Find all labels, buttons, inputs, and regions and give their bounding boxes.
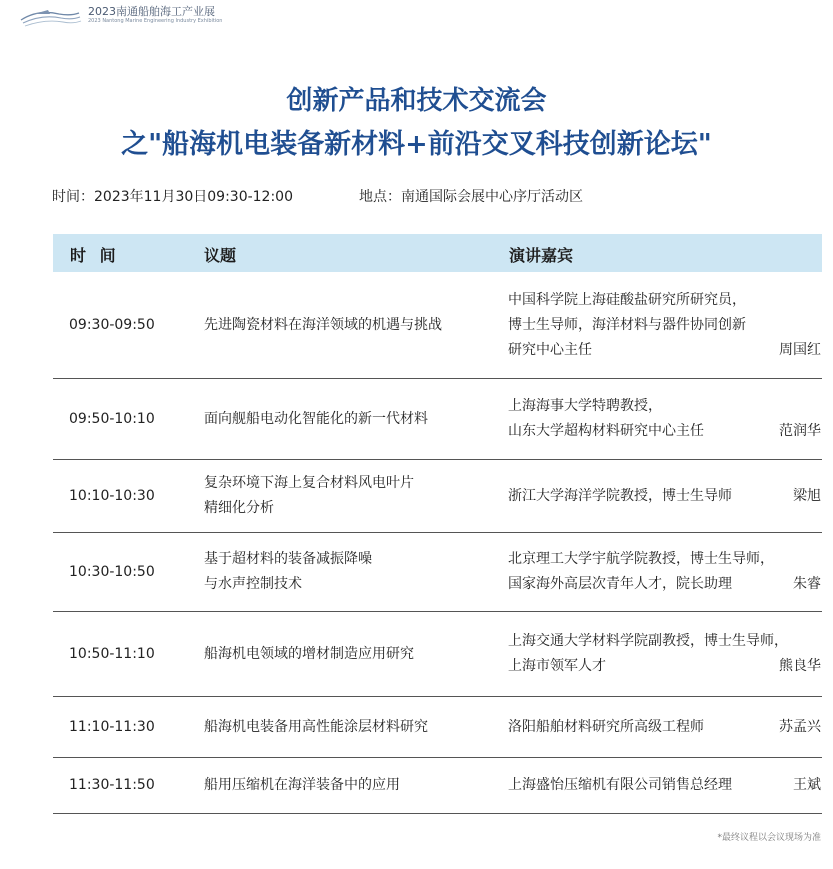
speaker-last-line: [508, 715, 821, 740]
speaker-last-line: [508, 572, 821, 597]
speaker-affiliation-line: 中国科学院上海硅酸盐研究所研究员，: [508, 291, 746, 308]
topic-line: 精细化分析: [204, 500, 274, 516]
speaker-affiliation-line: 国家海外高层次青年人才，院长助理: [508, 576, 732, 592]
topic-line: 基于超材料的装备减振降噪: [204, 551, 372, 567]
speaker-affiliation-line: 研究中心主任: [508, 341, 592, 358]
time-cell: [69, 758, 155, 813]
speaker-cell: [508, 612, 821, 696]
topic-cell: [204, 460, 494, 532]
table-row: [53, 697, 822, 758]
speaker-name: 朱睿: [793, 576, 821, 592]
footnote: *最终议程以会议现场为准: [717, 833, 821, 843]
speaker-name: 梁旭: [793, 487, 821, 504]
table-row: [53, 379, 822, 460]
speaker-last-line: [508, 654, 821, 679]
time-cell: [69, 379, 155, 459]
speaker-name: 范润华: [779, 423, 821, 439]
speaker-affiliation-line: 北京理工大学宇航学院教授，博士生导师，: [508, 551, 774, 567]
topic-line: 先进陶瓷材料在海洋领域的机遇与挑战: [204, 316, 442, 333]
speaker-affiliation-line: 上海盛怡压缩机有限公司销售总经理: [508, 777, 732, 793]
speaker-name: 王斌: [793, 777, 821, 793]
speaker-last-line: [508, 773, 821, 798]
topic-cell: [204, 379, 494, 459]
speaker-affiliation-line: 博士生导师，海洋材料与器件协同创新: [508, 316, 746, 333]
table-row: [53, 460, 822, 533]
time-text: 09:30-09:50: [69, 316, 155, 333]
speaker-cell: [508, 758, 821, 813]
topic-line: 复杂环境下海上复合材料风电叶片: [204, 475, 414, 491]
time-cell: [69, 460, 155, 532]
topic-line: 与水声控制技术: [204, 576, 302, 592]
topic-cell: [204, 758, 494, 813]
event-place: 地点：南通国际会展中心序厅活动区: [359, 189, 583, 205]
time-text: 10:30-10:50: [69, 563, 155, 580]
header-time: 时 间: [70, 246, 120, 265]
time-cell: [69, 697, 155, 757]
speaker-last-line: [508, 419, 821, 444]
topic-cell: [204, 533, 494, 611]
logo-subtitle: 2023 Nantong Marine Engineering Industry Exhibition: [88, 18, 223, 24]
time-text: 11:30-11:50: [69, 777, 155, 793]
speaker-cell: [508, 697, 821, 757]
topic-line: 船用压缩机在海洋装备中的应用: [204, 777, 400, 793]
table-header: [53, 234, 822, 272]
header-speaker: 演讲嘉宾: [509, 246, 574, 265]
exhibition-logo: [18, 6, 222, 28]
speaker-last-line: [508, 338, 821, 363]
table-row: [53, 533, 822, 612]
speaker-affiliation-line: 洛阳船舶材料研究所高级工程师: [508, 718, 704, 735]
topic-cell: [204, 697, 494, 757]
time-text: 10:10-10:30: [69, 487, 155, 504]
topic-cell: [204, 612, 494, 696]
time-cell: [69, 272, 155, 378]
table-row: [53, 272, 822, 379]
topic-line: 船海机电领域的增材制造应用研究: [204, 645, 414, 662]
time-text: 09:50-10:10: [69, 410, 155, 427]
speaker-affiliation-line: 上海市领军人才: [508, 658, 606, 674]
speaker-cell: [508, 533, 821, 611]
speaker-affiliation-line: 上海海事大学特聘教授，: [508, 398, 662, 414]
page-title-line-2: 之"船海机电装备新材料+前沿交叉科技创新论坛": [121, 129, 712, 160]
page-title-line-1: 创新产品和技术交流会: [286, 86, 547, 116]
time-cell: [69, 612, 155, 696]
speaker-cell: [508, 272, 821, 378]
table-row: [53, 758, 822, 814]
time-cell: [69, 533, 155, 611]
table-row: [53, 612, 822, 697]
speaker-name: 熊良华: [779, 658, 821, 674]
topic-cell: [204, 272, 494, 378]
time-text: 10:50-11:10: [69, 645, 155, 662]
speaker-name: 苏孟兴: [779, 718, 821, 735]
topic-line: 面向舰船电动化智能化的新一代材料: [204, 410, 428, 427]
event-time: 时间：2023年11月30日09:30-12:00: [52, 189, 294, 205]
ship-logo-icon: [18, 6, 82, 28]
logo-title: 2023南通船舶海工产业展: [88, 5, 215, 18]
topic-line: 船海机电装备用高性能涂层材料研究: [204, 718, 428, 735]
speaker-cell: [508, 460, 821, 532]
speaker-cell: [508, 379, 821, 459]
speaker-affiliation-line: 浙江大学海洋学院教授，博士生导师: [508, 487, 732, 504]
time-text: 11:10-11:30: [69, 718, 155, 735]
speaker-affiliation-line: 上海交通大学材料学院副教授，博士生导师，: [508, 633, 788, 649]
speaker-last-line: [508, 484, 821, 509]
speaker-affiliation-line: 山东大学超构材料研究中心主任: [508, 423, 704, 439]
speaker-name: 周国红: [779, 341, 821, 358]
header-topic: 议题: [204, 246, 237, 265]
